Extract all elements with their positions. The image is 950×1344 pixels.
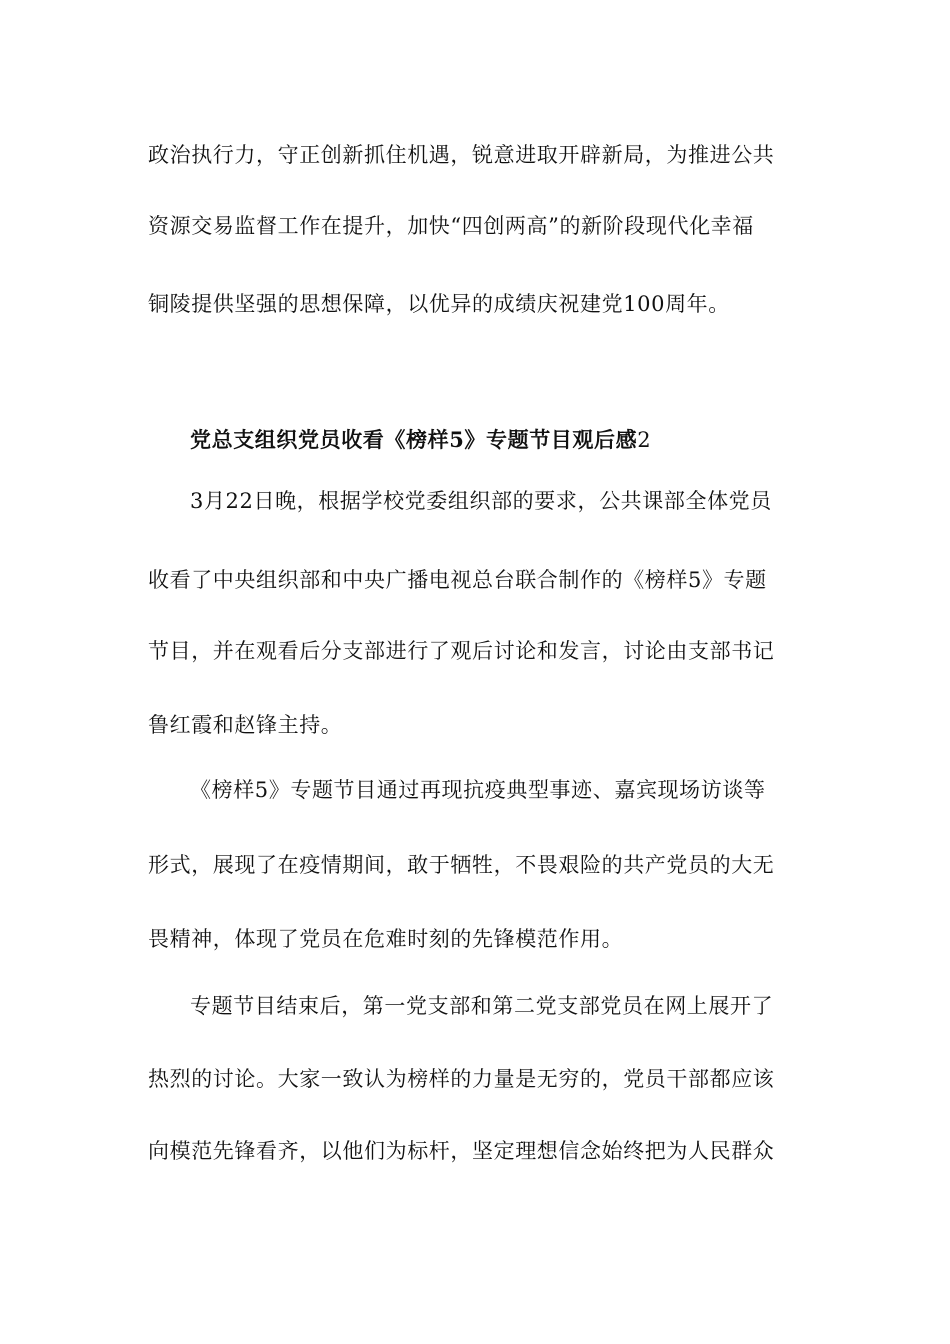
- continuation-line-2: 资源交易监督工作在提升，加快“四创两高”的新阶段现代化幸福: [148, 214, 754, 238]
- paragraph3-line-2: 热烈的讨论。大家一致认为榜样的力量是无穷的，党员干部都应该: [148, 1067, 775, 1091]
- paragraph1-line-1: 3月22日晚，根据学校党委组织部的要求，公共课部全体党员: [190, 489, 772, 513]
- paragraph2-line-3: 畏精神，体现了党员在危难时刻的先锋模范作用。: [148, 927, 624, 951]
- paragraph1-line-3: 节目，并在观看后分支部进行了观后讨论和发言，讨论由支部书记: [148, 639, 775, 663]
- continuation-line-1: 政治执行力，守正创新抓住机遇，锐意进取开辟新局，为推进公共: [148, 143, 775, 167]
- paragraph2-line-2: 形式，展现了在疫情期间，敢于牺牲，不畏艰险的共产党员的大无: [148, 853, 775, 877]
- continuation-line-3: 铜陵提供坚强的思想保障，以优异的成绩庆祝建党100周年。: [148, 292, 730, 316]
- paragraph2-line-1: 《榜样5》专题节目通过再现抗疫典型事迹、嘉宾现场访谈等: [190, 778, 766, 802]
- section-heading-number: 2: [637, 428, 652, 452]
- paragraph3-line-3: 向模范先锋看齐，以他们为标杆，坚定理想信念始终把为人民群众: [148, 1139, 775, 1163]
- paragraph3-line-1: 专题节目结束后，第一党支部和第二党支部党员在网上展开了: [190, 994, 774, 1018]
- section-heading-text: 党总支组织党员收看《榜样5》专题节目观后感: [190, 427, 638, 452]
- section-heading: [190, 426, 798, 454]
- paragraph1-line-4: 鲁红霞和赵锋主持。: [148, 713, 343, 737]
- paragraph1-line-2: 收看了中央组织部和中央广播电视总台联合制作的《榜样5》专题: [148, 568, 767, 592]
